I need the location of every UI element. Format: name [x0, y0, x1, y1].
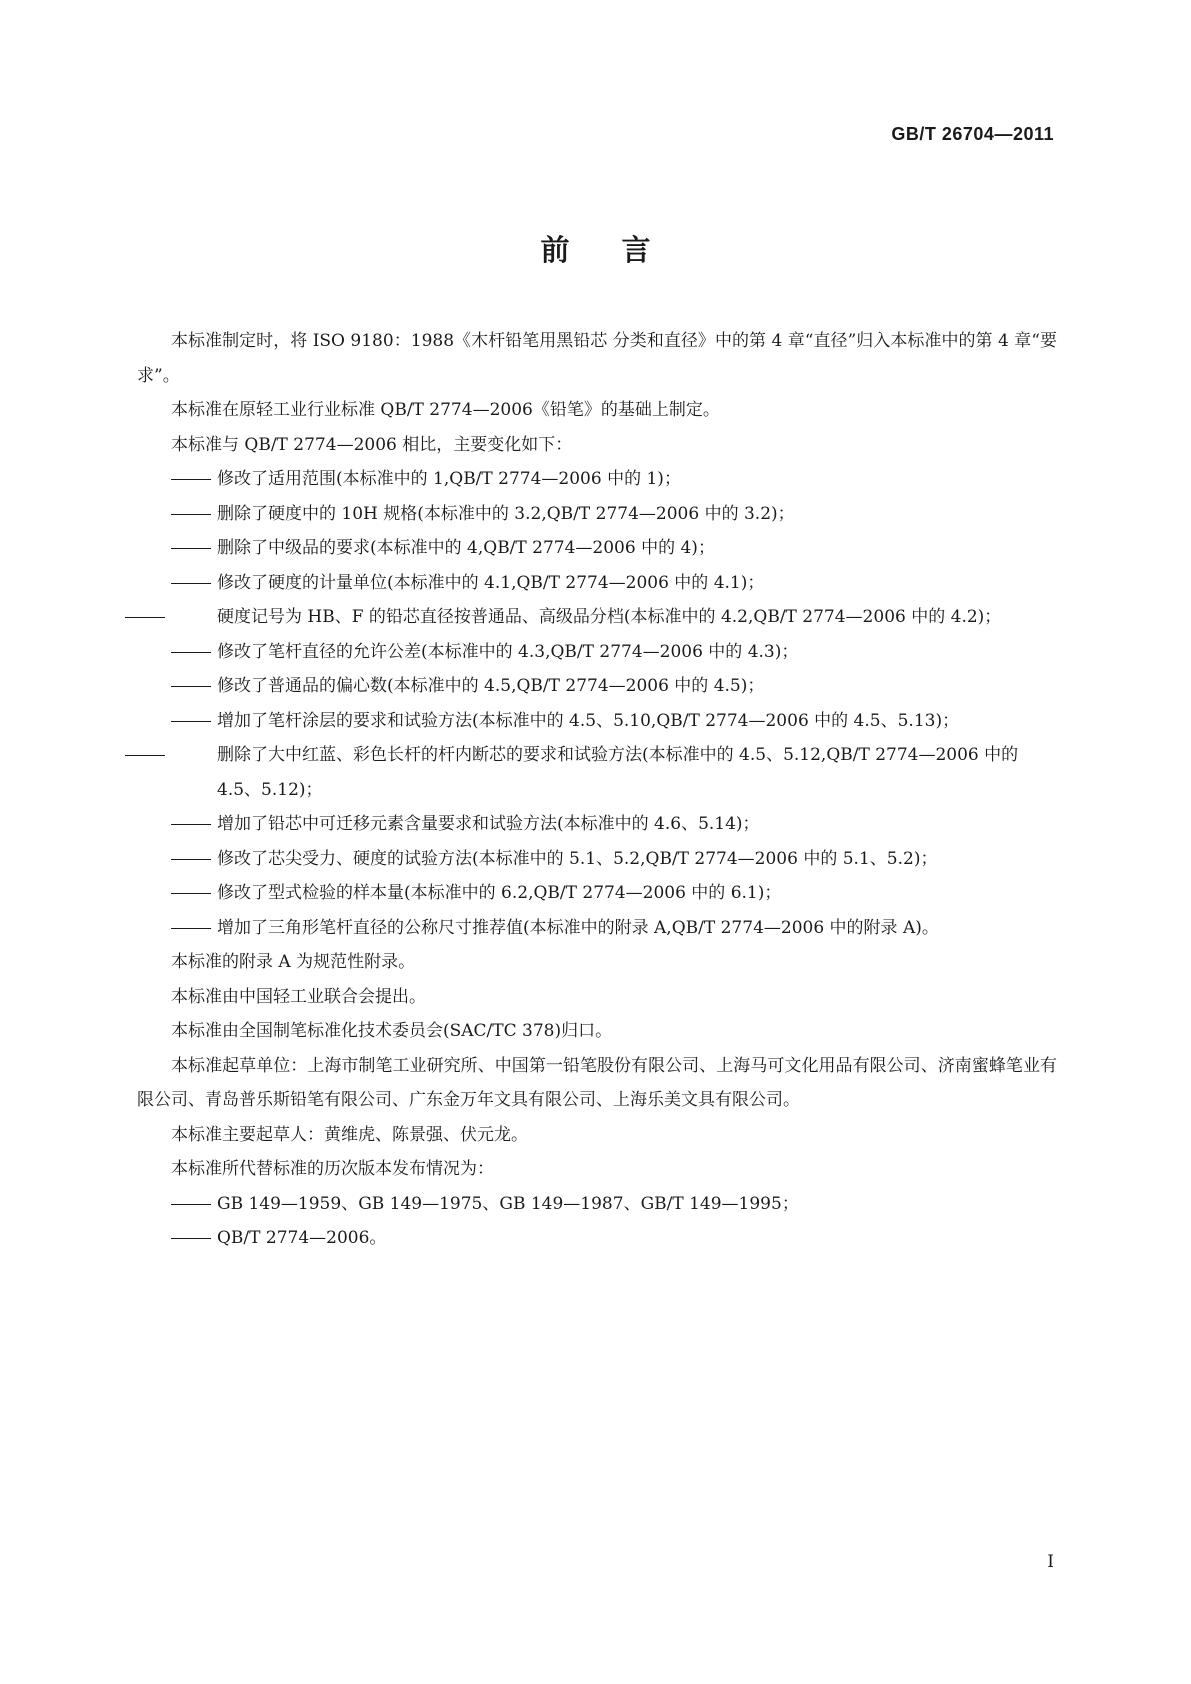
- dash-mark: [171, 497, 217, 532]
- change-item: 删除了大中红蓝、彩色长杆的杆内断芯的要求和试验方法(本标准中的 4.5、5.12,QB/T 2774—2006 中的 4.5、5.12)；: [137, 738, 1057, 807]
- dash-mark: [171, 669, 217, 704]
- history-item: QB/T 2774—2006。: [137, 1221, 1057, 1256]
- paragraph: 本标准的附录 A 为规范性附录。: [171, 952, 416, 972]
- change-item: 增加了三角形笔杆直径的公称尺寸推荐值(本标准中的附录 A,QB/T 2774—2006 中的附录 A)。: [137, 911, 1057, 946]
- page-title: 前言: [540, 233, 703, 267]
- dash-mark: [171, 911, 217, 946]
- paragraph: 本标准由中国轻工业联合会提出。: [171, 986, 426, 1007]
- document-body: [137, 324, 1057, 1256]
- paragraph: 本标准制定时，将 ISO 9180：1988《木杆铅笔用黑铅芯 分类和直径》中的第 4 章“直径”归入本标准中的第 4 章“要求”。: [137, 331, 1057, 386]
- change-item: 增加了铅芯中可迁移元素含量要求和试验方法(本标准中的 4.6、5.14)；: [137, 807, 1057, 842]
- change-item: 修改了普通品的偏心数(本标准中的 4.5,QB/T 2774—2006 中的 4.5)；: [137, 669, 1057, 704]
- change-item: 修改了硬度的计量单位(本标准中的 4.1,QB/T 2774—2006 中的 4.1)；: [137, 566, 1057, 601]
- dash-mark: [171, 566, 217, 601]
- change-item: 删除了中级品的要求(本标准中的 4,QB/T 2774—2006 中的 4)；: [137, 531, 1057, 566]
- dash-mark: [171, 635, 217, 670]
- change-item: 增加了笔杆涂层的要求和试验方法(本标准中的 4.5、5.10,QB/T 2774—2006 中的 4.5、5.13)；: [137, 704, 1057, 739]
- dash-mark: [171, 1221, 217, 1256]
- standard-code: GB/T 26704—2011: [891, 124, 1054, 144]
- paragraph: 本标准在原轻工业行业标准 QB/T 2774—2006《铅笔》的基础上制定。: [171, 400, 720, 420]
- dash-mark: [171, 1187, 217, 1222]
- dash-mark: [171, 462, 217, 497]
- change-item: 删除了硬度中的 10H 规格(本标准中的 3.2,QB/T 2774—2006 中的 3.2)；: [137, 497, 1057, 532]
- change-item: 硬度记号为 HB、F 的铅芯直径按普通品、高级品分档(本标准中的 4.2,QB/T 2774—2006 中的 4.2)；: [137, 600, 1057, 635]
- paragraph: 本标准由全国制笔标准化技术委员会(SAC/TC 378)归口。: [171, 1021, 613, 1041]
- dash-mark: [171, 600, 217, 635]
- paragraph: 本标准与 QB/T 2774—2006 相比，主要变化如下：: [171, 434, 573, 455]
- paragraph: 本标准起草单位：上海市制笔工业研究所、中国第一铅笔股份有限公司、上海马可文化用品有限公司、济南蜜蜂笔业有限公司、青岛普乐斯铅笔有限公司、广东金万年文具有限公司、上海乐美文具有限公司。: [137, 1055, 1057, 1110]
- change-item: 修改了芯尖受力、硬度的试验方法(本标准中的 5.1、5.2,QB/T 2774—2006 中的 5.1、5.2)；: [137, 842, 1057, 877]
- paragraph: 本标准所代替标准的历次版本发布情况为：: [171, 1159, 494, 1179]
- dash-mark: [171, 842, 217, 877]
- dash-mark: [171, 531, 217, 566]
- dash-mark: [171, 876, 217, 911]
- change-item: 修改了笔杆直径的允许公差(本标准中的 4.3,QB/T 2774—2006 中的 4.3)；: [137, 635, 1057, 670]
- change-item: 修改了型式检验的样本量(本标准中的 6.2,QB/T 2774—2006 中的 6.1)；: [137, 876, 1057, 911]
- change-item: 修改了适用范围(本标准中的 1,QB/T 2774—2006 中的 1)；: [137, 462, 1057, 497]
- history-item: GB 149—1959、GB 149—1975、GB 149—1987、GB/T 149—1995；: [137, 1187, 1057, 1222]
- dash-mark: [171, 738, 217, 773]
- dash-mark: [171, 807, 217, 842]
- dash-mark: [171, 704, 217, 739]
- page-number: I: [1047, 1552, 1054, 1572]
- paragraph: 本标准主要起草人：黄维虎、陈景强、伏元龙。: [171, 1124, 528, 1145]
